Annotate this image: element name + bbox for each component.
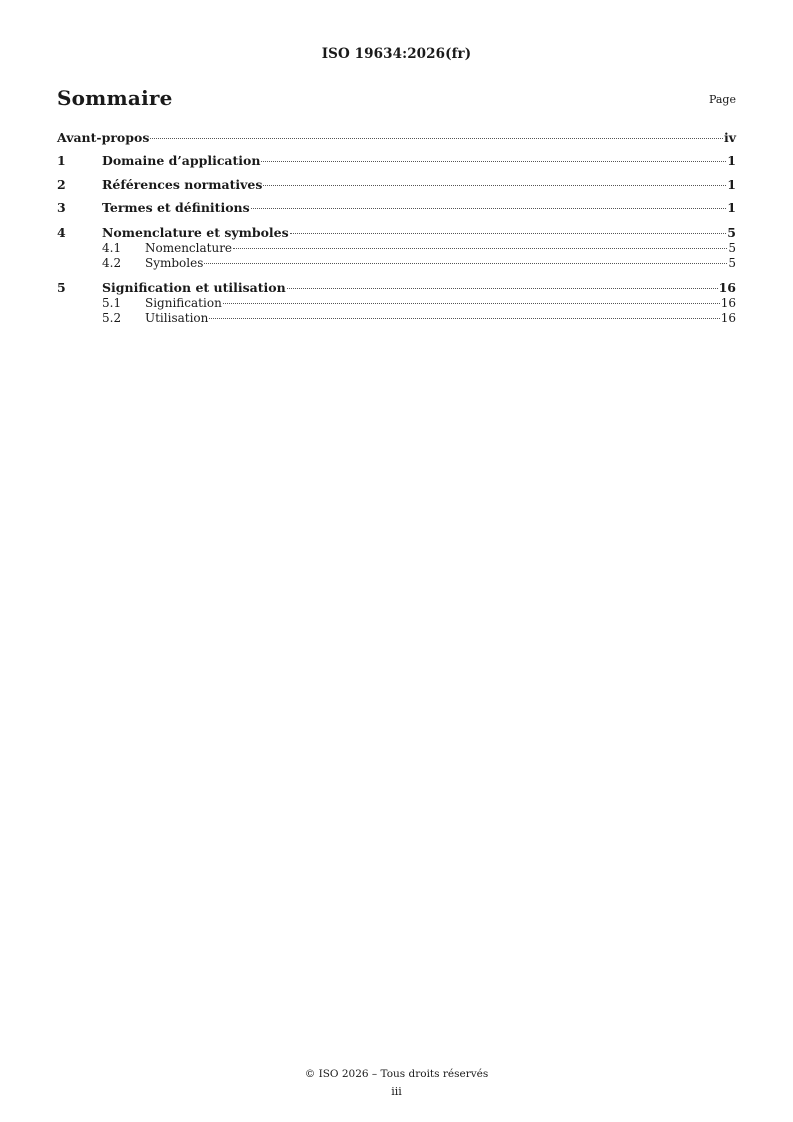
toc-entry-number: 4	[57, 225, 66, 240]
toc-entry-number: 5.2	[102, 311, 122, 325]
toc-entry-page: iv	[723, 130, 736, 145]
toc-entry-text: Symboles	[145, 256, 204, 270]
toc-dot-leader	[251, 208, 727, 209]
toc-entry-page: 5	[728, 256, 736, 270]
toc-entry-1[interactable]	[57, 153, 736, 170]
toc-entry-page: 1	[727, 177, 736, 192]
toc-entry-number: 5	[57, 280, 66, 295]
toc-title: Sommaire	[57, 86, 173, 110]
toc-dot-leader	[233, 248, 727, 249]
document-id-header: ISO 19634:2026(fr)	[321, 46, 472, 62]
toc-entry-text: Avant-propos	[57, 130, 150, 145]
toc-entry-page: 5	[727, 225, 736, 240]
toc-entry-text: Nomenclature et symboles	[102, 225, 289, 240]
toc-dot-leader	[263, 185, 726, 186]
toc-entry-text: Utilisation	[145, 311, 209, 325]
copyright-notice: © ISO 2026 – Tous droits réservés	[304, 1068, 489, 1080]
toc-entry-5-1[interactable]	[57, 296, 736, 310]
toc-entry-number: 3	[57, 200, 66, 215]
toc-entry-4[interactable]	[57, 225, 736, 242]
toc-entry-5-2[interactable]	[57, 311, 736, 325]
toc-entry-avant-propos[interactable]	[57, 130, 736, 147]
toc-entry-number: 5.1	[102, 296, 122, 310]
toc-entry-number: 1	[57, 153, 66, 168]
toc-entry-number: 2	[57, 177, 66, 192]
toc-entry-text: Nomenclature	[145, 241, 233, 255]
toc-entry-text: Signification	[145, 296, 222, 310]
toc-title-row	[57, 86, 736, 112]
toc-dot-leader	[209, 318, 719, 319]
toc-dot-leader	[261, 161, 726, 162]
toc-entry-3[interactable]	[57, 200, 736, 217]
toc-dot-leader	[290, 233, 727, 234]
toc-entry-text: Domaine d’application	[102, 153, 261, 168]
toc-entry-text: Signification et utilisation	[102, 280, 286, 295]
toc-entry-number: 4.2	[102, 256, 122, 270]
toc-page-column-label: Page	[708, 93, 736, 106]
toc-entry-number: 4.1	[102, 241, 122, 255]
toc-dot-leader	[223, 303, 720, 304]
toc-entry-text: Références normatives	[102, 177, 263, 192]
toc-entry-4-1[interactable]	[57, 241, 736, 255]
page-number: iii	[391, 1085, 402, 1098]
toc-entry-page: 16	[718, 280, 736, 295]
toc-entry-page: 16	[720, 311, 736, 325]
toc-entry-4-2[interactable]	[57, 256, 736, 270]
toc-entry-page: 5	[728, 241, 736, 255]
toc-dot-leader	[150, 138, 723, 139]
toc-entry-2[interactable]	[57, 177, 736, 194]
toc-dot-leader	[204, 263, 727, 264]
toc-entry-page: 1	[727, 153, 736, 168]
toc-entry-page: 1	[727, 200, 736, 215]
toc-dot-leader	[287, 288, 718, 289]
toc-entry-5[interactable]	[57, 280, 736, 297]
toc-entry-page: 16	[720, 296, 736, 310]
toc-entry-text: Termes et définitions	[102, 200, 250, 215]
